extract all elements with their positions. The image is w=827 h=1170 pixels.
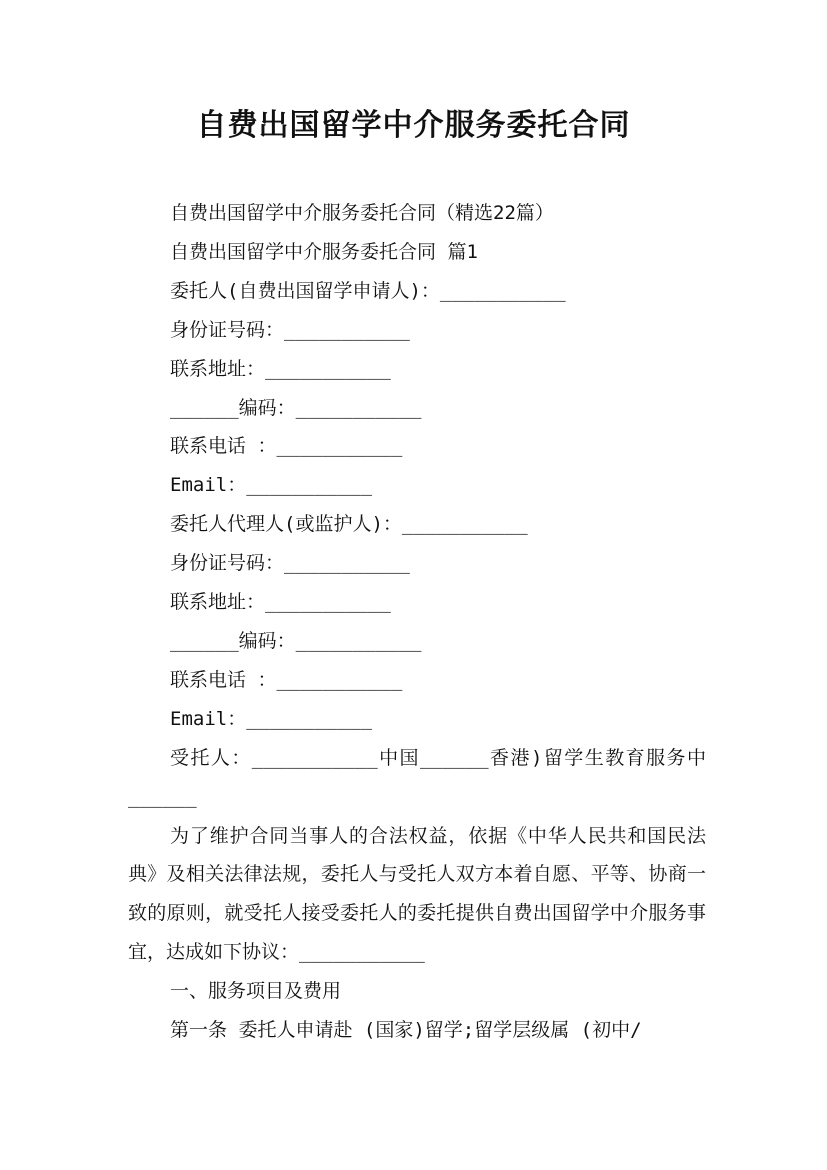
agent-id-line: 身份证号码：___________ [170, 552, 410, 575]
agent-name-line: 委托人代理人(或监护人)：___________ [170, 513, 528, 536]
client-name-line: 委托人(自费出国留学申请人)：___________ [170, 279, 566, 302]
client-phone-line: 联系电话 ：___________ [170, 435, 403, 458]
contract-subtitle: 自费出国留学中介服务委托合同（精选22篇） [170, 202, 554, 224]
purpose-paragraph: 为了维护合同当事人的合法权益，依据《中华人民共和国民法典》及相关法律法规，委托人与受托人双方本着自愿、平等、协商一致的原则，就受托人接受委托人的委托提供自费出国留学中介服务事宜，达成如下协议：___________ [128, 824, 706, 964]
article-one-line: 第一条 委托人申请赴 (国家)留学;留学层级属 (初中/ [170, 1019, 642, 1042]
entrusted-party-paragraph: 受托人：___________中国______香港)留学生教育服务中______ [128, 746, 706, 808]
client-id-line: 身份证号码：___________ [170, 318, 410, 341]
client-address-line: 联系地址：___________ [170, 357, 391, 380]
contract-article-heading: 自费出国留学中介服务委托合同 篇1 [170, 240, 478, 263]
agent-email-line: Email：___________ [170, 707, 373, 730]
client-email-line: Email：___________ [170, 474, 373, 497]
section-heading: 一、服务项目及费用 [170, 980, 342, 1003]
agent-phone-line: 联系电话 ：___________ [170, 668, 403, 691]
agent-address-line: 联系地址：___________ [170, 591, 391, 614]
document-body [128, 194, 706, 1050]
agent-postcode-line: ______编码：___________ [170, 629, 422, 652]
client-postcode-line: ______编码：___________ [170, 396, 422, 419]
document-title: 自费出国留学中介服务委托合同 [196, 108, 631, 143]
